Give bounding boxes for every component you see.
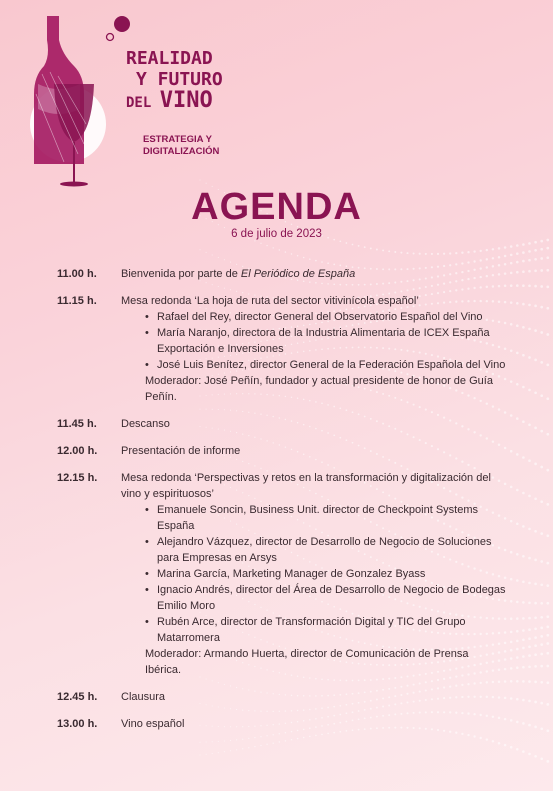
speaker-list (121, 309, 507, 373)
moderator: Moderador: José Peñín, fundador y actual presidente de honor de Guía Peñín. (145, 375, 493, 403)
agenda-item (57, 266, 507, 282)
agenda-list (57, 266, 507, 743)
agenda-item (57, 416, 507, 432)
speaker-item: • José Luis Benítez, director General de la Federación Española del Vino (145, 357, 507, 373)
speaker-list (121, 502, 507, 646)
agenda-description: Presentación de informe (121, 445, 241, 457)
agenda-item (57, 716, 507, 732)
logo-title-line2: Y FUTURO (136, 69, 223, 90)
logo-title-del: DEL (126, 95, 152, 111)
agenda-description: Vino español (121, 718, 185, 730)
logo-subtitle-line2: DIGITALIZACIÓN (143, 146, 220, 157)
agenda-time: 13.00 h. (57, 718, 98, 730)
speaker-item: • Ignacio Andrés, director del Área de Desarrollo de Negocio de Bodegas Emilio Moro (145, 582, 507, 614)
speaker-item: • María Naranjo, directora de la Industria Alimentaria de ICEX España Exportación e Inversiones (145, 325, 507, 357)
agenda-item (57, 689, 507, 705)
event-logo (14, 14, 244, 194)
speaker-item: • Marina García, Marketing Manager de Gonzalez Byass (145, 566, 507, 582)
moderator: Moderador: Armando Huerta, director de Comunicación de Prensa Ibérica. (145, 648, 469, 676)
agenda-time: 11.00 h. (57, 268, 97, 280)
event-date: 6 de julio de 2023 (231, 228, 322, 240)
agenda-time: 11.15 h. (57, 295, 97, 307)
logo-subtitle-line1: ESTRATEGIA Y (143, 134, 212, 145)
logo-title-line3 (126, 90, 256, 114)
agenda-time: 12.45 h. (57, 691, 98, 703)
speaker-item: • Rubén Arce, director de Transformación Digital y TIC del Grupo Matarromera (145, 614, 507, 646)
agenda-time: 11.45 h. (57, 418, 97, 430)
agenda-time: 12.15 h. (57, 472, 98, 484)
logo-title (126, 48, 256, 114)
agenda-item (57, 293, 507, 405)
agenda-description-text: Bienvenida por parte de (121, 268, 241, 280)
agenda-description: Mesa redonda ‘La hoja de ruta del sector vitivinícola español’ (121, 295, 419, 307)
agenda-time: 12.00 h. (57, 445, 98, 457)
logo-subtitle (143, 134, 219, 158)
agenda-item (57, 443, 507, 459)
agenda-description: Mesa redonda ‘Perspectivas y retos en la transformación y digitalización del vino y espirituosos’ (121, 472, 491, 500)
agenda-description: Descanso (121, 418, 170, 430)
agenda-description-publication: El Periódico de España (240, 268, 356, 280)
page-title: AGENDA (191, 186, 362, 228)
logo-title-vino: VINO (159, 88, 213, 113)
speaker-item: • Emanuele Soncin, Business Unit. director de Checkpoint Systems España (145, 502, 507, 534)
agenda-description (121, 266, 507, 282)
agenda-description: Clausura (121, 691, 166, 703)
speaker-item: • Rafael del Rey, director General del Observatorio Español del Vino (145, 309, 507, 325)
logo-title-line1: REALIDAD (126, 48, 213, 69)
agenda-item (57, 470, 507, 678)
speaker-item: • Alejandro Vázquez, director de Desarrollo de Negocio de Soluciones para Empresas en Arsys (145, 534, 507, 566)
